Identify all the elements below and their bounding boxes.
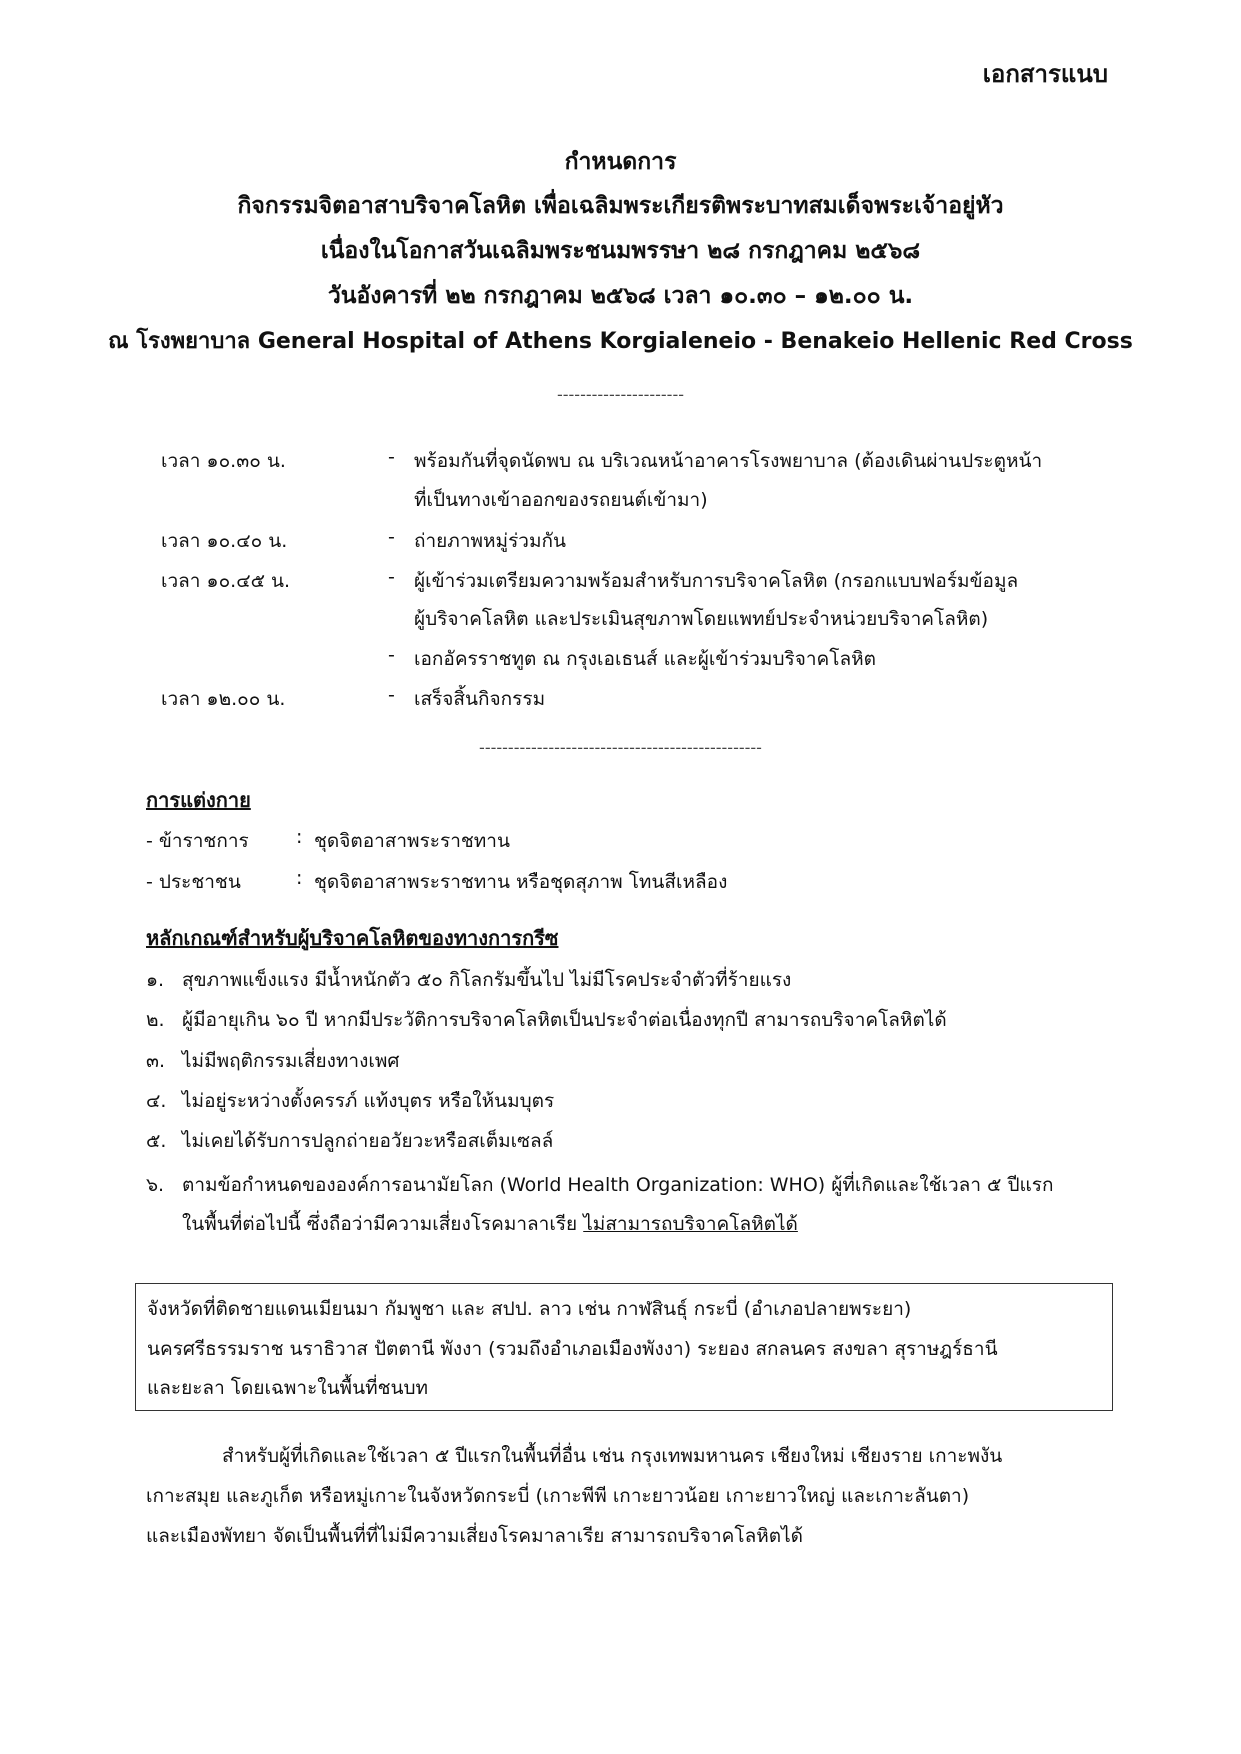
occasion-line: เนื่องในโอกาสวันเฉลิมพระชนมพรรษา ๒๘ กรกฎาคม ๒๕๖๘ bbox=[320, 238, 921, 264]
schedule-dash: - bbox=[388, 566, 395, 588]
schedule-text: ผู้บริจาคโลหิต และประเมินสุขภาพโดยแพทย์ประจำหน่วยบริจาคโลหิต) bbox=[414, 608, 989, 630]
criteria-cont-text: ในพื้นที่ต่อไปนี้ ซึ่งถือว่ามีความเสี่ยงโรคมาลาเรีย bbox=[182, 1213, 578, 1235]
criteria-text-continued bbox=[182, 1209, 798, 1239]
criteria-text: ไม่อยู่ระหว่างตั้งครรภ์ แท้งบุตร หรือให้นมบุตร bbox=[182, 1090, 555, 1112]
dress-value: ชุดจิตอาสาพระราชทาน หรือชุดสุภาพ โทนสีเหลือง bbox=[314, 871, 728, 893]
separator-short: ---------------------- bbox=[556, 385, 684, 404]
criteria-text: ไม่มีพฤติกรรมเสี่ยงทางเพศ bbox=[182, 1050, 400, 1072]
schedule-text: ผู้เข้าร่วมเตรียมความพร้อมสำหรับการบริจาคโลหิต (กรอกแบบฟอร์มข้อมูล bbox=[414, 570, 1019, 592]
schedule-dash: - bbox=[388, 684, 395, 706]
schedule-dash: - bbox=[388, 446, 395, 468]
dress-label: - ประชาชน bbox=[146, 871, 241, 893]
criteria-text: ตามข้อกำหนดขององค์การอนามัยโลก (World Health Organization: WHO) ผู้ที่เกิดและใช้เวลา ๕ ปีแรก bbox=[182, 1174, 1054, 1196]
criteria-cont-underlined: ไม่สามารถบริจาคโลหิตได้ bbox=[583, 1213, 798, 1235]
criteria-number: ๓. bbox=[146, 1050, 166, 1072]
schedule-time: เวลา ๑๐.๔๐ น. bbox=[161, 530, 288, 552]
closing-paragraph-line: สำหรับผู้ที่เกิดและใช้เวลา ๕ ปีแรกในพื้นที่อื่น เช่น กรุงเทพมหานคร เชียงใหม่ เชียงราย เกาะพงัน bbox=[222, 1445, 1003, 1467]
attachment-label: เอกสารแนบ bbox=[982, 60, 1108, 88]
schedule-time: เวลา ๑๐.๔๕ น. bbox=[161, 570, 291, 592]
schedule-dash: - bbox=[388, 526, 395, 548]
schedule-text: ที่เป็นทางเข้าออกของรถยนต์เข้ามา) bbox=[414, 489, 708, 511]
venue-line: ณ โรงพยาบาล General Hospital of Athens Korgialeneio - Benakeio Hellenic Red Cross bbox=[108, 329, 1133, 354]
dress-colon: : bbox=[296, 867, 303, 889]
criteria-number: ๑. bbox=[146, 969, 165, 991]
box-line: จังหวัดที่ติดชายแดนเมียนมา กัมพูชา และ สปป. ลาว เช่น กาฬสินธุ์ กระบี่ (อำเภอปลายพระยา) bbox=[147, 1298, 912, 1320]
dress-label: - ข้าราชการ bbox=[146, 830, 249, 852]
schedule-text: เอกอัครราชทูต ณ กรุงเอเธนส์ และผู้เข้าร่วมบริจาคโลหิต bbox=[414, 648, 876, 670]
event-title-line: กิจกรรมจิตอาสาบริจาคโลหิต เพื่อเฉลิมพระเกียรติพระบาทสมเด็จพระเจ้าอยู่หัว bbox=[237, 193, 1004, 219]
criteria-text: ผู้มีอายุเกิน ๖๐ ปี หากมีประวัติการบริจาคโลหิตเป็นประจำต่อเนื่องทุกปี สามารถบริจาคโลหิตได้ bbox=[182, 1009, 947, 1031]
criteria-number: ๔. bbox=[146, 1090, 167, 1112]
closing-paragraph-line: เกาะสมุย และภูเก็ต หรือหมู่เกาะในจังหวัดกระบี่ (เกาะพีพี เกาะยาวน้อย เกาะยาวใหญ่ และเกาะลันตา) bbox=[146, 1485, 970, 1507]
schedule-dash: - bbox=[388, 644, 395, 666]
dress-code-heading: การแต่งกาย bbox=[146, 788, 251, 812]
closing-paragraph-line: และเมืองพัทยา จัดเป็นพื้นที่ที่ไม่มีความเสี่ยงโรคมาลาเรีย สามารถบริจาคโลหิตได้ bbox=[146, 1525, 803, 1547]
page-title: กำหนดการ bbox=[564, 149, 677, 175]
date-time-line: วันอังคารที่ ๒๒ กรกฎาคม ๒๕๖๘ เวลา ๑๐.๓๐ – ๑๒.๐๐ น. bbox=[327, 283, 914, 309]
separator-long: ------------------------------------------------- bbox=[479, 738, 762, 757]
box-line: นครศรีธรรมราช นราธิวาส ปัตตานี พังงา (รวมถึงอำเภอเมืองพังงา) ระยอง สกลนคร สงขลา สุราษฎร์ธานี bbox=[147, 1338, 998, 1360]
schedule-text: ถ่ายภาพหมู่ร่วมกัน bbox=[414, 530, 566, 552]
criteria-heading: หลักเกณฑ์สำหรับผู้บริจาคโลหิตของทางการกรีซ bbox=[146, 926, 559, 950]
schedule-text: พร้อมกันที่จุดนัดพบ ณ บริเวณหน้าอาคารโรงพยาบาล (ต้องเดินผ่านประตูหน้า bbox=[414, 450, 1043, 472]
box-line: และยะลา โดยเฉพาะในพื้นที่ชนบท bbox=[147, 1377, 429, 1399]
criteria-text: สุขภาพแข็งแรง มีน้ำหนักตัว ๕๐ กิโลกรัมขึ้นไป ไม่มีโรคประจำตัวที่ร้ายแรง bbox=[182, 969, 792, 991]
criteria-number: ๒. bbox=[146, 1009, 165, 1031]
schedule-time: เวลา ๑๐.๓๐ น. bbox=[161, 450, 286, 472]
criteria-number: ๕. bbox=[146, 1130, 167, 1152]
dress-value: ชุดจิตอาสาพระราชทาน bbox=[314, 830, 510, 852]
dress-colon: : bbox=[296, 826, 303, 848]
schedule-text: เสร็จสิ้นกิจกรรม bbox=[414, 688, 546, 710]
criteria-text: ไม่เคยได้รับการปลูกถ่ายอวัยวะหรือสเต็มเซลล์ bbox=[182, 1130, 554, 1152]
criteria-number: ๖. bbox=[146, 1174, 165, 1196]
schedule-time: เวลา ๑๒.๐๐ น. bbox=[161, 688, 286, 710]
